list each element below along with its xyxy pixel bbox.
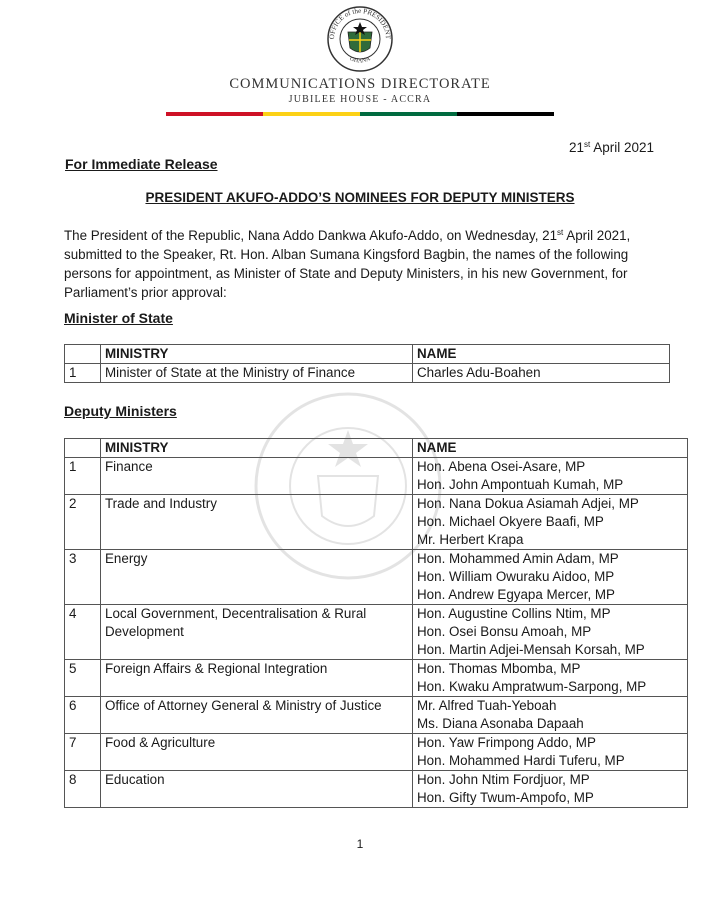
name-header: NAME [413,345,670,364]
nominee-names-cell [413,605,688,660]
nominee-name: Hon. Martin Adjei-Mensah Korsah, MP [417,642,645,657]
flag-stripe-black [457,112,554,116]
nominee-name: Hon. Kwaku Ampratwum-Sarpong, MP [417,679,647,694]
ministry-header: MINISTRY [101,345,413,364]
flag-color-bar [166,112,554,116]
seal-top-text: OFFICE of the PRESIDENT [327,6,393,40]
num-header [65,439,101,458]
ministry-cell: Foreign Affairs & Regional Integration [101,660,413,697]
ministry-cell: Food & Agriculture [101,734,413,771]
nominee-name: Charles Adu-Boahen [417,365,541,380]
nominee-name: Hon. Nana Dokua Asiamah Adjei, MP [417,496,639,511]
ministry-cell: Finance [101,458,413,495]
nominee-names-cell [413,660,688,697]
table-row [65,364,670,383]
row-number: 2 [65,495,101,550]
table-row [65,734,688,771]
row-number: 7 [65,734,101,771]
minister-of-state-table [64,344,670,383]
nominee-name: Hon. John Ampontuah Kumah, MP [417,477,624,492]
nominee-name: Mr. Herbert Krapa [417,532,524,547]
row-number: 5 [65,660,101,697]
table-row [65,605,688,660]
nominee-names-cell [413,734,688,771]
seal-bottom-text: GHANA [348,56,372,65]
flag-stripe-green [360,112,457,116]
flag-stripe-gold [263,112,360,116]
table-header-row [65,345,670,364]
nominee-name: Hon. Osei Bonsu Amoah, MP [417,624,592,639]
nominee-name: Hon. Gifty Twum-Ampofo, MP [417,790,594,805]
svg-text:GHANA [349,56,372,64]
table-row [65,771,688,808]
nominee-name: Hon. Augustine Collins Ntim, MP [417,606,611,621]
nominee-names-cell [413,364,670,383]
row-number: 1 [65,458,101,495]
row-number: 1 [65,364,101,383]
organization-address: JUBILEE HOUSE - ACCRA [288,94,432,105]
nominee-name: Hon. Mohammed Amin Adam, MP [417,551,619,566]
row-number: 8 [65,771,101,808]
row-number: 6 [65,697,101,734]
ministry-cell: Trade and Industry [101,495,413,550]
ministry-cell: Energy [101,550,413,605]
ministry-cell: Minister of State at the Ministry of Finance [101,364,413,383]
nominee-name: Hon. Yaw Frimpong Addo, MP [417,735,596,750]
ministry-header: MINISTRY [101,439,413,458]
presidential-seal-icon [322,4,398,74]
ministry-cell: Education [101,771,413,808]
table-row [65,697,688,734]
nominee-name: Hon. Andrew Egyapa Mercer, MP [417,587,615,602]
nominee-name: Hon. William Owuraku Aidoo, MP [417,569,615,584]
document-title: PRESIDENT AKUFO-ADDO’S NOMINEES FOR DEPUTY MINISTERS [145,190,575,205]
table-row [65,458,688,495]
table-row [65,660,688,697]
nominee-names-cell [413,495,688,550]
page-number: 1 [356,837,364,851]
nominee-names-cell [413,697,688,734]
table-row [65,550,688,605]
ministry-cell: Office of Attorney General & Ministry of Justice [101,697,413,734]
nominee-names-cell [413,458,688,495]
nominee-name: Hon. Thomas Mbomba, MP [417,661,581,676]
nominee-name: Hon. Michael Okyere Baafi, MP [417,514,604,529]
table-header-row [65,439,688,458]
nominee-name: Hon. Abena Osei-Asare, MP [417,459,586,474]
row-number: 3 [65,550,101,605]
release-date: 21st April 2021 [568,140,654,155]
nominee-names-cell [413,771,688,808]
name-header: NAME [413,439,688,458]
deputy-ministers-heading: Deputy Ministers [64,403,177,419]
table-row [65,495,688,550]
intro-paragraph: The President of the Republic, Nana Addo Dankwa Akufo-Addo, on Wednesday, 21st April 2021, submitted to the Speaker, Rt. Hon. Alban Sumana Kingsford Bagbin, the names of the following persons for appointment, as Minister of State and Deputy Ministers, in his new Government, for Parliament’s prior approval: [64,228,631,300]
organization-name: COMMUNICATIONS DIRECTORATE [229,76,491,92]
nominee-name: Ms. Diana Asonaba Dapaah [417,716,584,731]
minister-of-state-heading: Minister of State [64,310,173,326]
flag-stripe-red [166,112,263,116]
nominee-name: Hon. John Ntim Fordjuor, MP [417,772,590,787]
release-label: For Immediate Release [65,156,218,172]
nominee-name: Mr. Alfred Tuah-Yeboah [417,698,557,713]
nominee-name: Hon. Mohammed Hardi Tuferu, MP [417,753,625,768]
row-number: 4 [65,605,101,660]
deputy-ministers-table [64,438,688,808]
ministry-cell: Local Government, Decentralisation & Rural Development [101,605,413,660]
num-header [65,345,101,364]
nominee-names-cell [413,550,688,605]
